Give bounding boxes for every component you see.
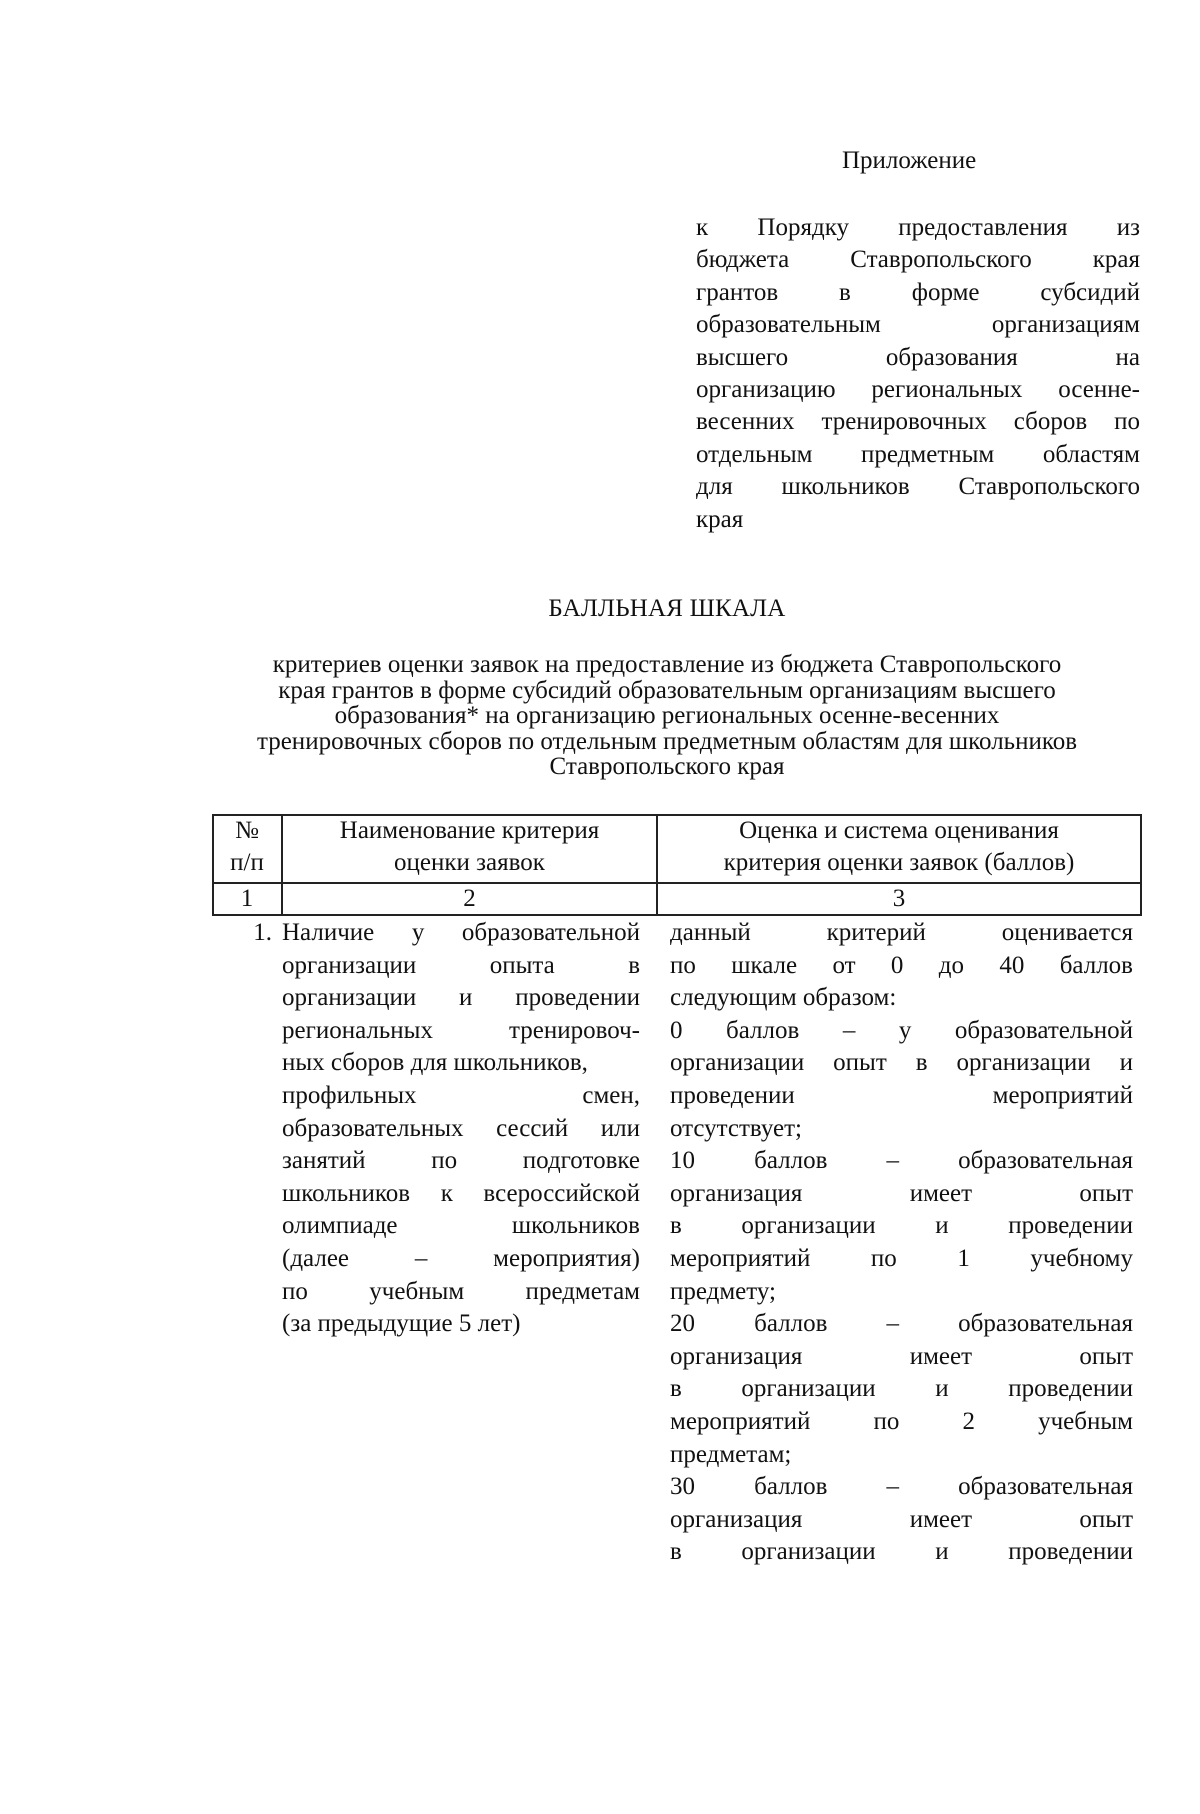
score-line: в организации и проведении: [670, 1538, 1133, 1566]
table-numbers-divider: [212, 914, 1142, 916]
score-line: организация имеет опыт: [670, 1505, 1133, 1533]
header-num: [212, 815, 282, 879]
score-line: предметам;: [670, 1440, 792, 1468]
appendix-title: Приложение: [842, 147, 977, 174]
appendix-line: отдельным предметным областям: [696, 440, 1140, 468]
score-line: мероприятий по 1 учебному: [670, 1244, 1133, 1272]
score-line: 20 баллов – образовательная: [670, 1310, 1133, 1338]
appendix-reference: [696, 212, 1140, 536]
criterion-line: Наличие у образовательной: [282, 919, 640, 946]
score-line: 30 баллов – образовательная: [670, 1473, 1133, 1501]
criterion-line: (далее – мероприятия): [282, 1244, 640, 1272]
header-criterion: [282, 815, 657, 879]
score-line: в организации и проведении: [670, 1375, 1133, 1403]
subtitle-line: Ставропольского края: [549, 753, 785, 780]
appendix-line: для школьников Ставропольского: [696, 473, 1140, 501]
score-text: [670, 917, 1133, 1569]
appendix-line: образовательным организациям: [696, 311, 1140, 339]
appendix-line: края: [696, 505, 744, 533]
subtitle-line: образования* на организацию региональных осенне-весенних: [334, 702, 1000, 729]
appendix-line: грантов в форме субсидий: [696, 278, 1140, 306]
appendix-line: бюджета Ставропольского края: [696, 246, 1140, 274]
score-line: предмету;: [670, 1277, 776, 1305]
score-line: мероприятий по 2 учебным: [670, 1407, 1133, 1435]
subtitle-line: края грантов в форме субсидий образовательным организациям высшего: [278, 676, 1056, 704]
header-score-line-2: критерия оценки заявок (баллов): [723, 849, 1075, 876]
column-number-3: 3: [892, 885, 906, 912]
header-score-line-1: Оценка и система оценивания: [739, 817, 1059, 844]
score-line: проведении мероприятий: [670, 1081, 1133, 1109]
document-subtitle: [190, 652, 1144, 780]
criterion-line: школьников к всероссийской: [282, 1179, 640, 1207]
criterion-line: образовательных сессий или: [282, 1114, 640, 1142]
column-number-2: 2: [463, 885, 476, 912]
appendix-line: организацию региональных осенне-: [696, 376, 1140, 404]
score-line: организации опыт в организации и: [670, 1049, 1133, 1077]
criterion-line: олимпиаде школьников: [282, 1212, 640, 1240]
appendix-line: весенних тренировочных сборов по: [696, 408, 1140, 436]
subtitle-line: критериев оценки заявок на предоставление из бюджета Ставропольского: [272, 651, 1062, 678]
criterion-line: по учебным предметам: [282, 1277, 640, 1305]
score-line: организация имеет опыт: [670, 1342, 1133, 1370]
criterion-line: ных сборов для школьников,: [282, 1049, 588, 1077]
score-line: данный критерий оценивается: [670, 919, 1133, 946]
criterion-line: (за предыдущие 5 лет): [282, 1310, 521, 1338]
criterion-line: профильных смен,: [282, 1081, 640, 1109]
row-number: 1.: [253, 919, 272, 946]
score-line: следующим образом:: [670, 984, 897, 1012]
score-line: организация имеет опыт: [670, 1179, 1133, 1207]
score-line: 10 баллов – образовательная: [670, 1147, 1133, 1175]
score-line: в организации и проведении: [670, 1212, 1133, 1240]
header-num-line-2: п/п: [230, 849, 264, 876]
subtitle-line: тренировочных сборов по отдельным предметным областям для школьников: [256, 727, 1078, 755]
column-number-1: 1: [240, 885, 254, 912]
header-score: [657, 815, 1141, 879]
criterion-line: организации и проведении: [282, 984, 640, 1012]
criterion-text: [282, 917, 640, 1341]
appendix-line: к Порядку предоставления из: [696, 214, 1140, 241]
criterion-line: региональных тренировоч-: [282, 1016, 640, 1044]
appendix-line: высшего образования на: [696, 343, 1140, 371]
criteria-table: [212, 814, 1142, 1814]
criterion-line: организации опыта в: [282, 951, 640, 979]
header-criterion-line-1: Наименование критерия: [339, 817, 600, 844]
score-line: по шкале от 0 до 40 баллов: [670, 951, 1133, 979]
document-title: БАЛЛЬНАЯ ШКАЛА: [548, 595, 786, 622]
header-criterion-line-2: оценки заявок: [394, 849, 545, 876]
score-line: 0 баллов – у образовательной: [670, 1016, 1133, 1044]
score-line: отсутствует;: [670, 1114, 803, 1142]
criterion-line: занятий по подготовке: [282, 1147, 640, 1175]
header-num-line-1: №: [235, 817, 259, 844]
